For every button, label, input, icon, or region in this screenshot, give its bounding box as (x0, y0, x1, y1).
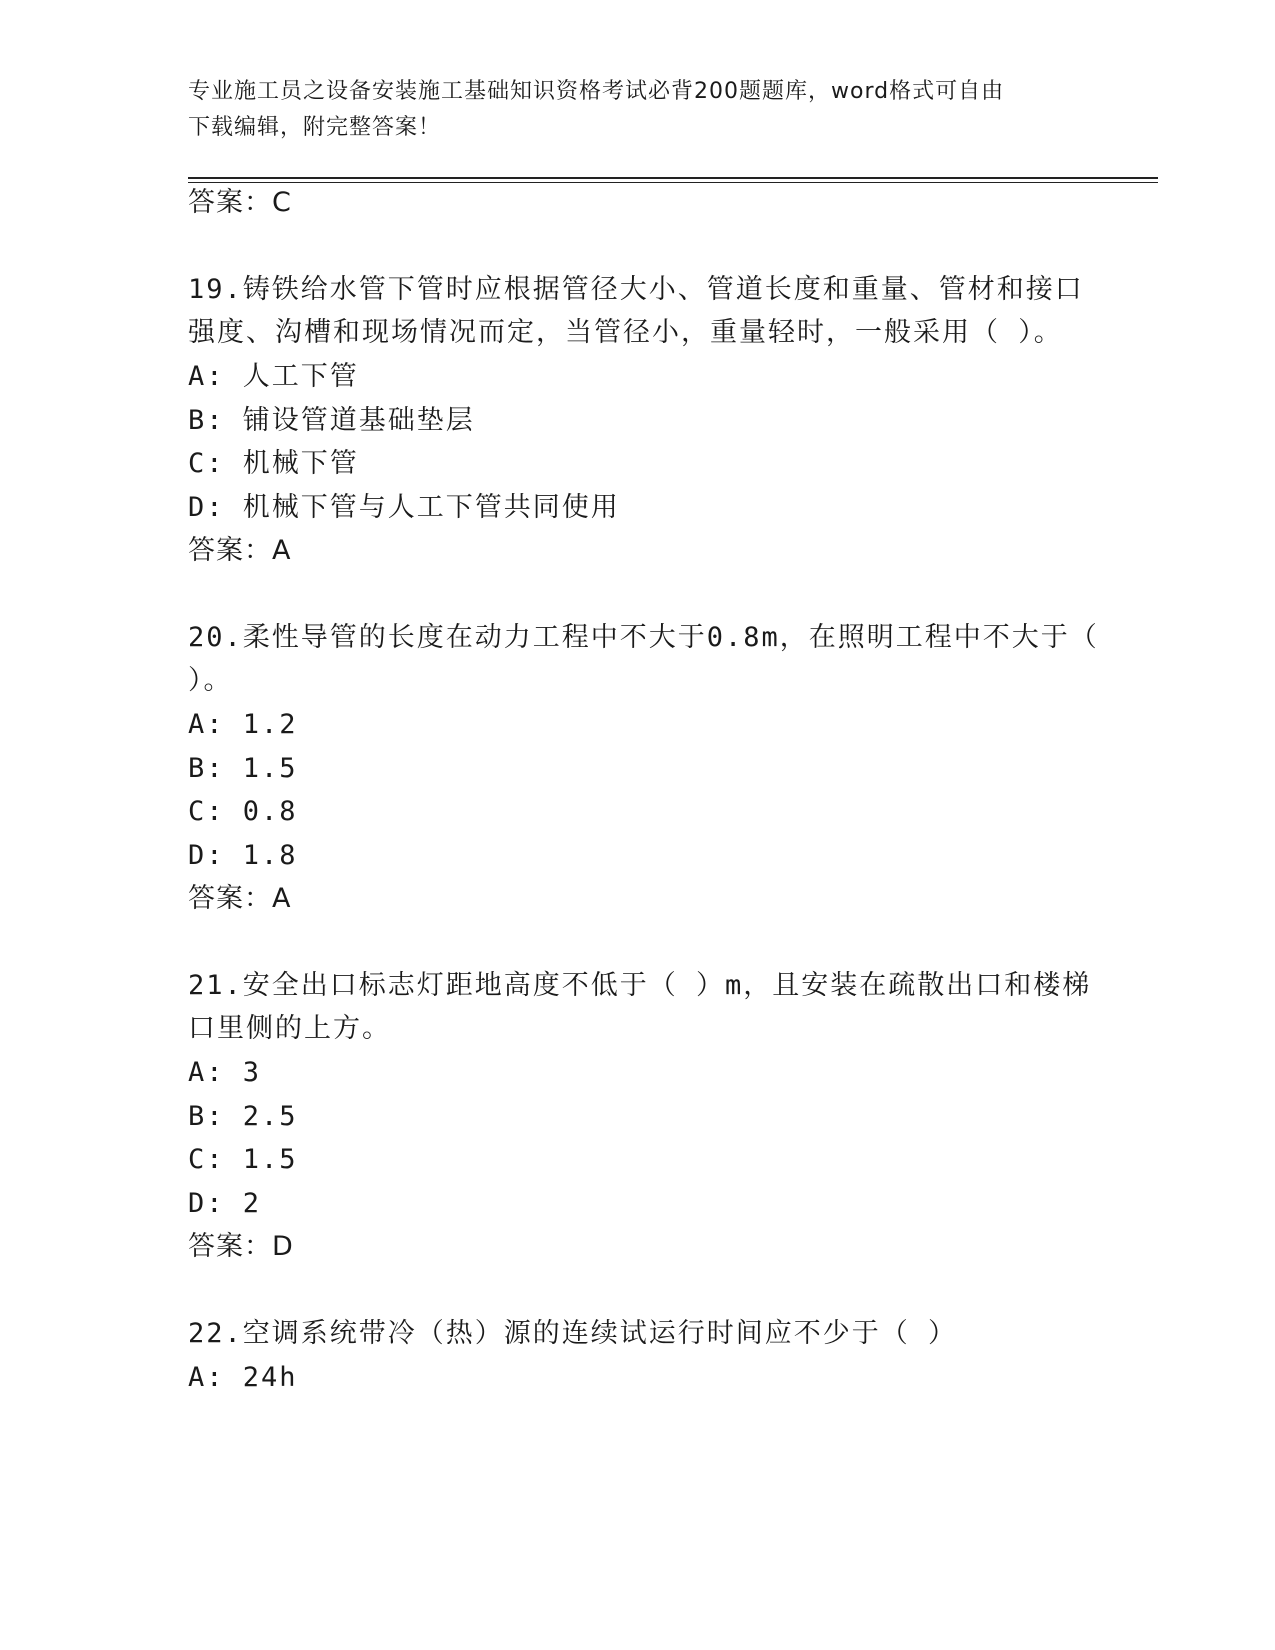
q21-stem-line-2: 口里侧的上方。 (188, 1013, 391, 1044)
q20-stem-line-1: 20.柔性导管的长度在动力工程中不大于0.8m，在照明工程中不大于（ (188, 622, 1099, 653)
q20-option-b: B: 1.5 (188, 753, 298, 784)
q19-option-c: C: 机械下管 (188, 448, 359, 479)
q21-option-c: C: 1.5 (188, 1144, 298, 1175)
document-header: 专业施工员之设备安装施工基础知识资格考试必背200题题库，word格式可自由 下载编辑，附完整答案！ (188, 79, 1005, 140)
q19-answer: 答案：A (188, 535, 292, 566)
q21-option-d: D: 2 (188, 1188, 262, 1219)
q19-option-a: A: 人工下管 (188, 361, 359, 392)
q19-option-b: B: 铺设管道基础垫层 (188, 405, 475, 436)
q20-option-d: D: 1.8 (188, 840, 298, 871)
header-rule-thin (188, 182, 1158, 183)
q22-stem-line-1: 22.空调系统带冷（热）源的连续试运行时间应不少于（ ） (188, 1318, 958, 1349)
q20-stem-line-2: ）。 (188, 665, 233, 696)
q21-option-a: A: 3 (188, 1057, 262, 1088)
q20-option-a: A: 1.2 (188, 709, 298, 740)
q20-option-c: C: 0.8 (188, 796, 298, 827)
q21-answer: 答案：D (188, 1231, 294, 1262)
q22-option-a: A: 24h (188, 1362, 298, 1393)
q21-stem-line-1: 21.安全出口标志灯距地高度不低于（ ）m，且安装在疏散出口和楼梯 (188, 970, 1092, 1001)
q20-answer: 答案：A (188, 883, 292, 914)
q19-stem-line-2: 强度、沟槽和现场情况而定，当管径小，重量轻时，一般采用（ ）。 (188, 317, 1063, 348)
q19-option-d: D: 机械下管与人工下管共同使用 (188, 492, 620, 523)
q21-option-b: B: 2.5 (188, 1101, 298, 1132)
prev-answer: 答案：C (188, 187, 292, 218)
q19-stem-line-1: 19.铸铁给水管下管时应根据管径大小、管道长度和重量、管材和接口 (188, 274, 1084, 305)
header-rule-thick (188, 177, 1158, 179)
